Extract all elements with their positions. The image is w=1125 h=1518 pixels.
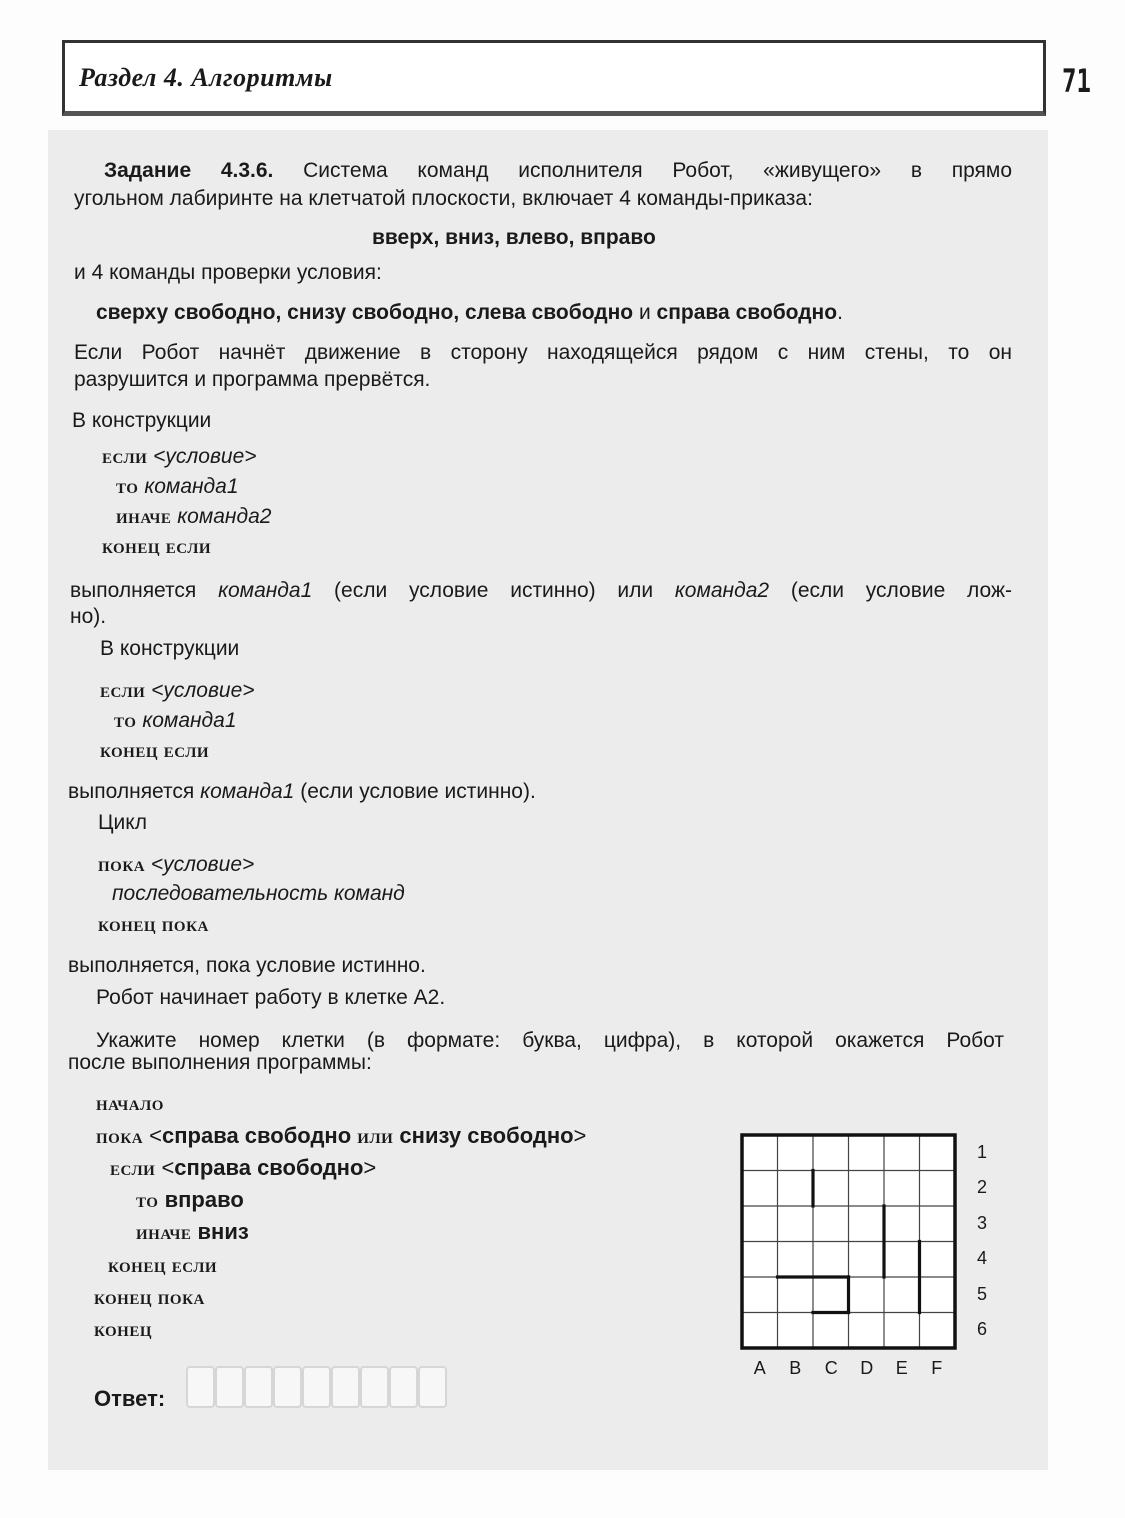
check-commands: сверху свободно, снизу свободно, слева свободно и справа свободно. — [96, 301, 843, 324]
question-line1: Укажите номер клетки (в формате: буква, цифра), в которой окажется Робот — [96, 1029, 1004, 1052]
maze-row-label: 5 — [977, 1283, 988, 1304]
maze — [740, 1133, 988, 1378]
construct1-else: иначе команда2 — [116, 504, 272, 528]
check-intro: и 4 команды проверки условия: — [74, 261, 382, 284]
construct2-then: то команда1 — [114, 708, 237, 732]
section-title: Раздел 4. Алгоритмы — [79, 63, 333, 92]
answer-cell[interactable] — [186, 1366, 215, 1408]
maze-row-label: 1 — [977, 1141, 988, 1162]
construct2-if: если <условие> — [100, 678, 255, 702]
maze-row-label: 4 — [977, 1248, 988, 1269]
maze-grid — [740, 1133, 960, 1373]
task-intro-line2: угольном лабиринте на клетчатой плоскости, включает 4 команды-приказа: — [74, 187, 813, 210]
maze-column-label: D — [860, 1358, 874, 1378]
program-else: иначе вниз — [136, 1219, 249, 1244]
maze-column-label: A — [753, 1358, 766, 1378]
wall-rule-line2: разрушится и программа прервётся. — [74, 368, 431, 391]
task-label: Задание 4.3.6. — [104, 159, 274, 182]
maze-column-label: C — [824, 1358, 838, 1378]
section-header — [62, 40, 1046, 116]
task-intro-line1: Задание 4.3.6. Система команд исполнителя Робот, «живущего» в прямо — [104, 159, 1012, 182]
program-end-while: конец пока — [94, 1285, 205, 1309]
construct2-intro: В конструкции — [100, 637, 240, 660]
program-end-if: конец если — [108, 1253, 218, 1277]
program-while: пока <справа свободно или снизу свободно> — [96, 1123, 587, 1148]
page-number: 71 — [1062, 62, 1091, 100]
construct2-result: выполняется команда1 (если условие истинно). — [68, 780, 536, 803]
construct3-end: конец пока — [98, 912, 209, 936]
construct1-if: если <условие> — [102, 444, 257, 468]
program-if: если <справа свободно> — [110, 1155, 377, 1180]
maze-row-label: 3 — [977, 1212, 988, 1233]
answer-input[interactable] — [186, 1366, 447, 1408]
construct3-result: выполняется, пока условие истинно. — [68, 954, 426, 977]
answer-cell[interactable] — [244, 1366, 273, 1408]
maze-column-label: F — [931, 1358, 943, 1378]
construct3-body: последовательность команд — [112, 882, 405, 905]
maze-row-label: 6 — [977, 1319, 988, 1340]
program-begin: начало — [96, 1091, 164, 1115]
answer-cell[interactable] — [418, 1366, 447, 1408]
maze-row-label: 2 — [977, 1177, 988, 1198]
answer-cell[interactable] — [360, 1366, 389, 1408]
program-end: конец — [94, 1317, 153, 1341]
construct1-result-line2: но). — [70, 605, 107, 628]
construct1-then: то команда1 — [116, 474, 239, 498]
move-commands: вверх, вниз, влево, вправо — [372, 226, 656, 249]
maze-column-label: E — [895, 1358, 908, 1378]
construct1-intro: В конструкции — [72, 409, 212, 432]
answer-label: Ответ: — [94, 1386, 166, 1411]
construct2-end: конец если — [100, 738, 210, 762]
wall-rule-line1: Если Робот начнёт движение в сторону находящейся рядом с ним стены, то он — [74, 341, 1012, 364]
start-cell: Робот начинает работу в клетке А2. — [96, 986, 446, 1009]
construct1-result-line1: выполняется команда1 (если условие истинно) или команда2 (если условие лож- — [70, 579, 1012, 602]
program-then: то вправо — [136, 1187, 244, 1212]
construct1-end: конец если — [102, 534, 212, 558]
answer-cell[interactable] — [273, 1366, 302, 1408]
answer-cell[interactable] — [215, 1366, 244, 1408]
answer-cell[interactable] — [331, 1366, 360, 1408]
answer-cell[interactable] — [389, 1366, 418, 1408]
maze-column-label: B — [789, 1358, 802, 1378]
answer-cell[interactable] — [302, 1366, 331, 1408]
question-line2: после выполнения программы: — [68, 1051, 372, 1074]
construct3-while: пока <условие> — [98, 852, 255, 876]
construct3-intro: Цикл — [98, 811, 147, 834]
